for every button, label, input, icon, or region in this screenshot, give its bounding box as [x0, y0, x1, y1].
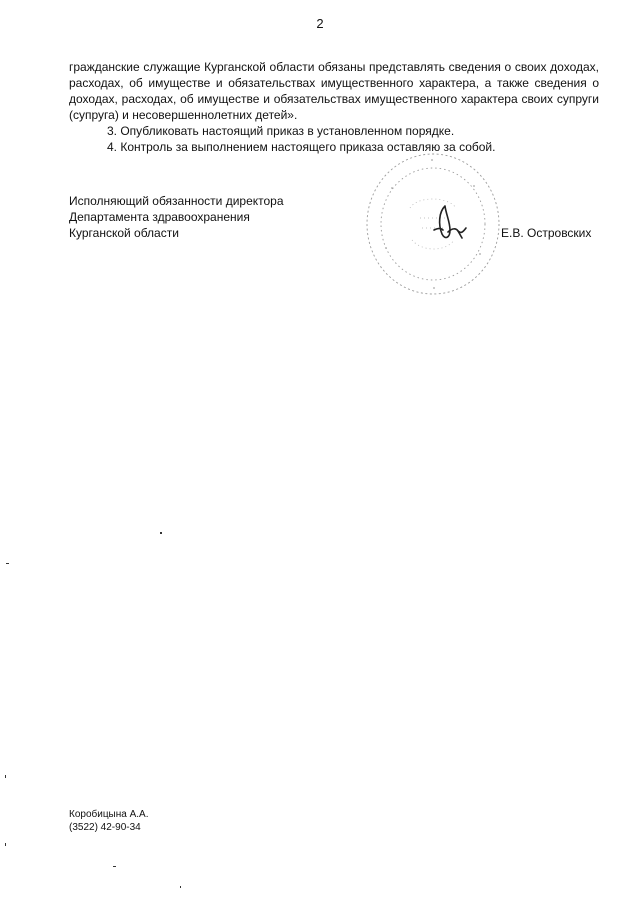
signatory-title — [69, 193, 329, 241]
signatory-title-line-3: Курганской области — [69, 226, 179, 240]
executor-phone: (3522) 42-90-34 — [69, 822, 141, 833]
scan-speck — [113, 866, 116, 867]
page-number: 2 — [316, 16, 324, 31]
list-item-4: 4. Контроль за выполнением настоящего приказа оставляю за собой. — [107, 140, 496, 154]
scan-speck — [160, 532, 162, 534]
official-seal-icon — [362, 148, 504, 298]
signatory-title-line-1: Исполняющий обязанности директора — [69, 194, 284, 208]
signatory-title-line-2: Департамента здравоохранения — [69, 210, 250, 224]
scan-speck — [6, 563, 9, 564]
executor-name: Коробицына А.А. — [69, 809, 149, 820]
scan-speck — [180, 886, 181, 888]
handwritten-signature-icon — [434, 206, 466, 238]
list-item-3: 3. Опубликовать настоящий приказ в установленном порядке. — [107, 124, 455, 138]
document-body — [69, 59, 599, 155]
paragraph-continuation: гражданские служащие Курганской области обязаны представлять сведения о своих доходах, расходах, об имуществе и обязательствах имущественного характера, а также сведения о доходах, расходах, об имуществе и обязательствах имущественного характера своих супруги (супруга) и несовершеннолетних детей». — [69, 60, 599, 122]
signer-name: Е.В. Островских — [501, 226, 592, 240]
scan-speck — [5, 843, 6, 846]
executor-footer — [69, 808, 149, 834]
scan-speck — [5, 775, 6, 778]
